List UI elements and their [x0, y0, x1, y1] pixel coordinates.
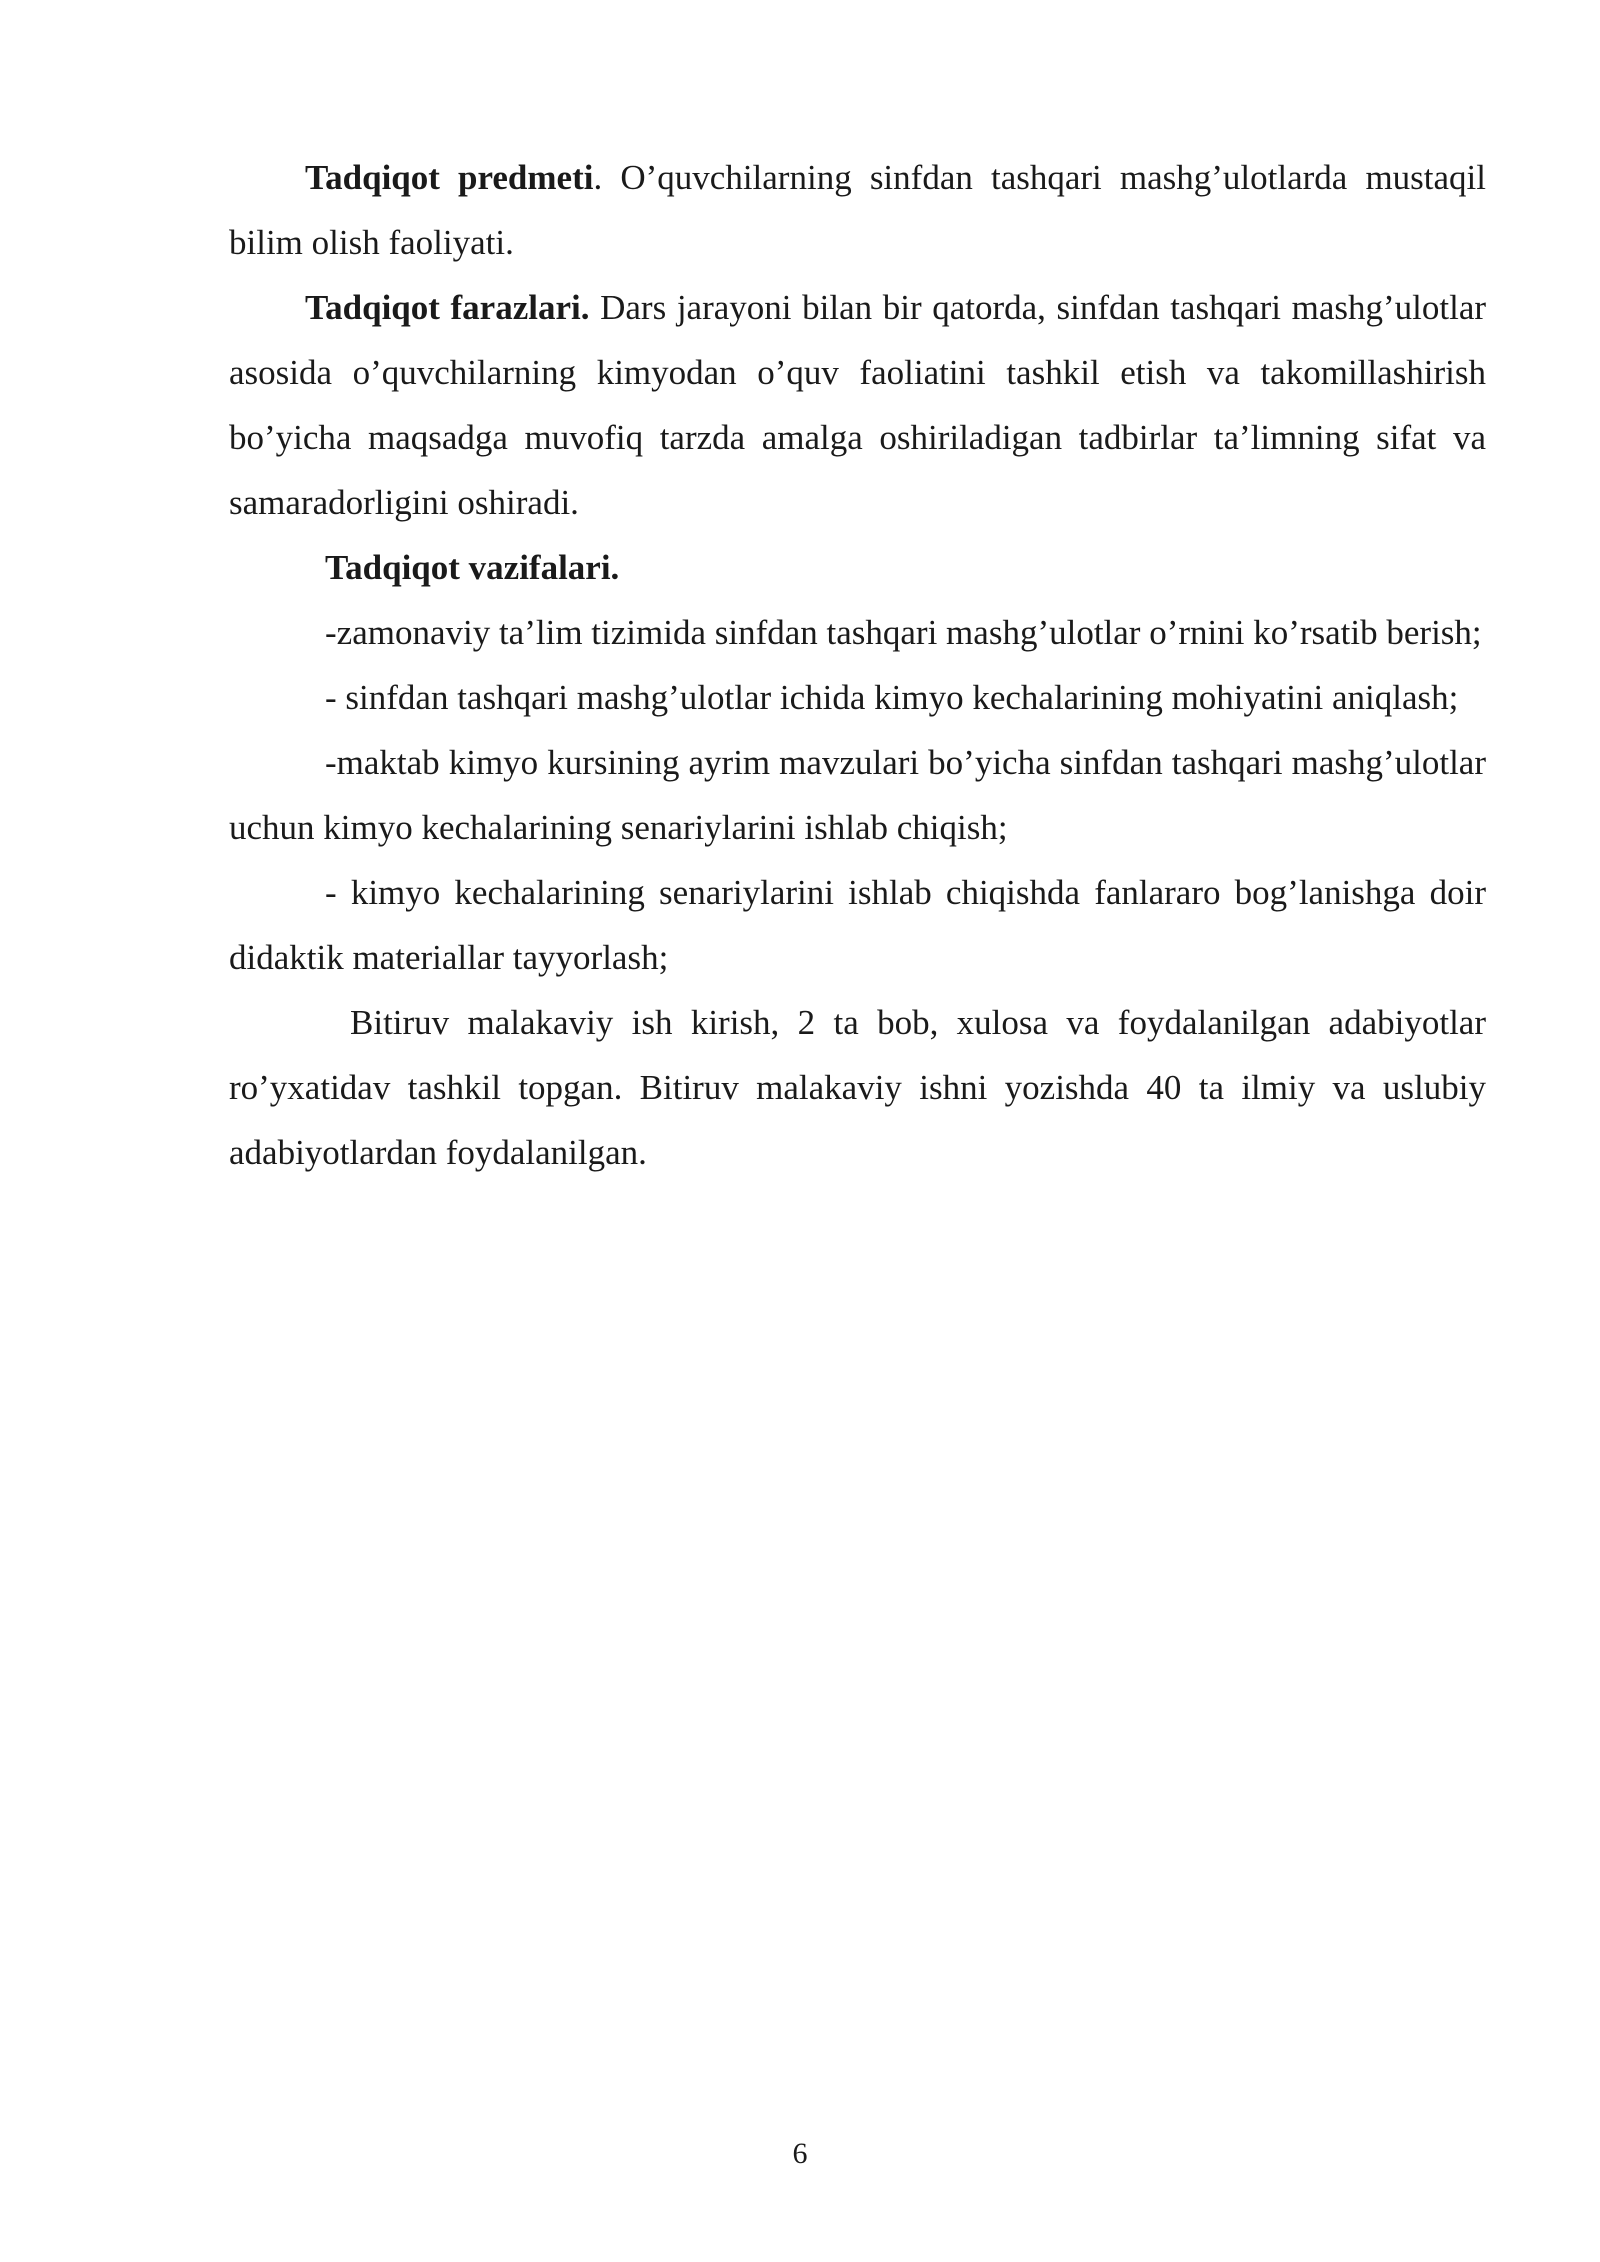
- page-number: 6: [792, 2137, 808, 2170]
- task-item: -zamonaviy ta’lim tizimida sinfdan tashqari mashg’ulotlar o’rnini ko’rsatib berish;: [325, 613, 1482, 652]
- farazlari-text: Dars jarayoni bilan bir qatorda, sinfdan tashqari mashg’ulotlar asosida o’quvchilarning kimyodan o’quv faoliatini tashkil etish va takomillashirish bo’yicha maqsadga muvofiq tarzda amalga oshiriladigan tadbirlar ta’limning sifat va samaradorligini oshiradi.: [229, 288, 1487, 522]
- task-item: - kimyo kechalarining senariylarini ishlab chiqishda fanlararo bog’lanishga doir didaktik materiallar tayyorlash;: [229, 873, 1486, 977]
- farazlari-label: Tadqiqot farazlari.: [305, 288, 590, 327]
- predmet-label: Tadqiqot predmeti: [305, 158, 594, 197]
- vazifalari-heading: Tadqiqot vazifalari.: [325, 548, 620, 587]
- paragraph-predmet: [229, 145, 1486, 275]
- paragraph-farazlari: [229, 275, 1486, 535]
- paragraph-closing: Bitiruv malakaviy ish kirish, 2 ta bob, xulosa va foydalanilgan adabiyotlar ro’yxatidav tashkil topgan. Bitiruv malakaviy ishni yozishda 40 ta ilmiy va uslubiy adabiyotlardan foydalanilgan.: [229, 1003, 1486, 1172]
- predmet-text: . O’quvchilarning sinfdan tashqari mashg’ulotlarda mustaqil bilim olish faoliyati.: [229, 158, 1486, 262]
- task-item: -maktab kimyo kursining ayrim mavzulari bo’yicha sinfdan tashqari mashg’ulotlar uchun kimyo kechalarining senariylarini ishlab chiqish;: [229, 743, 1486, 847]
- task-item: - sinfdan tashqari mashg’ulotlar ichida kimyo kechalarining mohiyatini aniqlash;: [325, 678, 1459, 717]
- page-body: [229, 145, 1486, 1185]
